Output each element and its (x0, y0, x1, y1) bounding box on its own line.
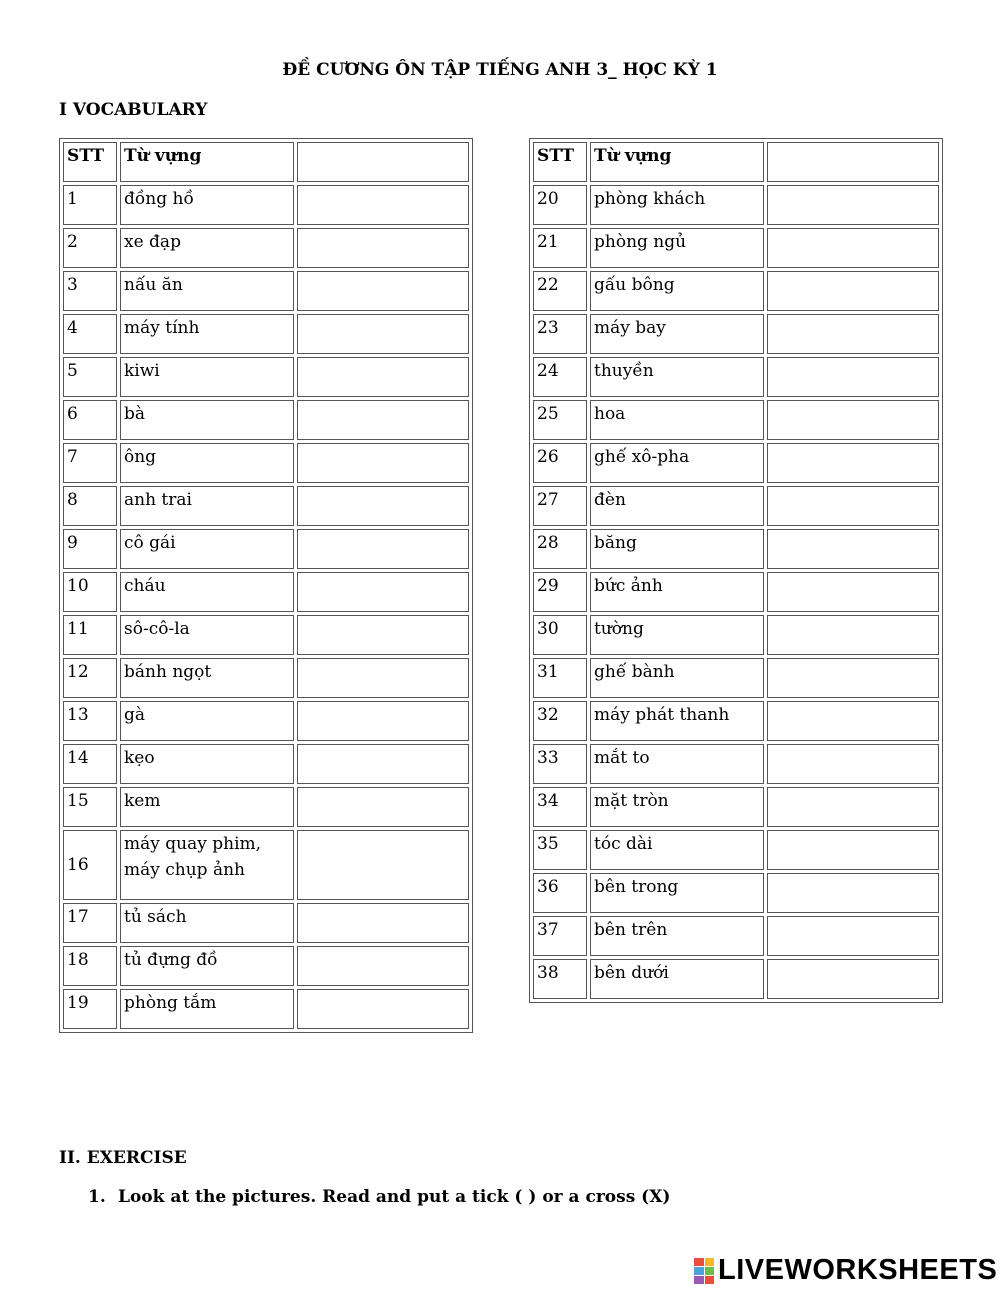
row-number: 6 (63, 400, 117, 440)
row-vocabulary-word: tủ đựng đồ (120, 946, 294, 986)
row-answer-cell[interactable] (767, 787, 939, 827)
row-number: 32 (533, 701, 587, 741)
row-vocabulary-word: đồng hồ (120, 185, 294, 225)
row-answer-cell[interactable] (297, 271, 469, 311)
table-row (533, 400, 939, 440)
row-number: 27 (533, 486, 587, 526)
section-exercise-heading: II. EXERCISE (59, 1148, 187, 1168)
header-vocabulary: Từ vựng (590, 142, 764, 182)
table-row (533, 615, 939, 655)
row-answer-cell[interactable] (297, 615, 469, 655)
row-answer-cell[interactable] (297, 946, 469, 986)
row-number: 25 (533, 400, 587, 440)
liveworksheets-logo[interactable] (694, 1254, 997, 1287)
row-vocabulary-word: bà (120, 400, 294, 440)
table-row (533, 658, 939, 698)
exercise-text: Look at the pictures. Read and put a tick ( ) or a cross (X) (118, 1187, 671, 1207)
table-row (533, 271, 939, 311)
table-row (63, 744, 469, 784)
row-number: 13 (63, 701, 117, 741)
exercise-instruction (88, 1187, 670, 1207)
row-answer-cell[interactable] (767, 701, 939, 741)
row-answer-cell[interactable] (297, 443, 469, 483)
row-vocabulary-word: bánh ngọt (120, 658, 294, 698)
exercise-number: 1. (88, 1187, 106, 1207)
row-vocabulary-word: bên dưới (590, 959, 764, 999)
table-row (63, 572, 469, 612)
row-vocabulary-word: ông (120, 443, 294, 483)
row-vocabulary-word: kem (120, 787, 294, 827)
row-vocabulary-word: tường (590, 615, 764, 655)
row-vocabulary-word: máy tính (120, 314, 294, 354)
logo-icon-block (694, 1276, 704, 1284)
table-row (63, 271, 469, 311)
table-row (533, 744, 939, 784)
row-number: 1 (63, 185, 117, 225)
row-vocabulary-word: anh trai (120, 486, 294, 526)
row-answer-cell[interactable] (767, 271, 939, 311)
row-answer-cell[interactable] (767, 529, 939, 569)
row-vocabulary-word: tóc dài (590, 830, 764, 870)
row-answer-cell[interactable] (297, 228, 469, 268)
row-vocabulary-word: máy bay (590, 314, 764, 354)
row-number: 10 (63, 572, 117, 612)
row-answer-cell[interactable] (767, 486, 939, 526)
table-row (533, 357, 939, 397)
table-row (63, 529, 469, 569)
row-vocabulary-word: xe đạp (120, 228, 294, 268)
table-row (63, 228, 469, 268)
row-vocabulary-word: kẹo (120, 744, 294, 784)
table-row (63, 903, 469, 943)
row-vocabulary-word: thuyền (590, 357, 764, 397)
logo-icon-block (705, 1267, 715, 1275)
row-answer-cell[interactable] (297, 185, 469, 225)
row-answer-cell[interactable] (297, 989, 469, 1029)
row-vocabulary-word: gà (120, 701, 294, 741)
table-row (63, 185, 469, 225)
table-row (533, 314, 939, 354)
row-answer-cell[interactable] (297, 572, 469, 612)
row-number: 36 (533, 873, 587, 913)
row-number: 21 (533, 228, 587, 268)
row-vocabulary-word: sô-cô-la (120, 615, 294, 655)
row-vocabulary-word: mắt to (590, 744, 764, 784)
row-vocabulary-word: bức ảnh (590, 572, 764, 612)
row-number: 38 (533, 959, 587, 999)
row-answer-cell[interactable] (297, 744, 469, 784)
row-answer-cell[interactable] (297, 903, 469, 943)
row-answer-cell[interactable] (767, 572, 939, 612)
table-row (533, 830, 939, 870)
row-vocabulary-word: đèn (590, 486, 764, 526)
row-answer-cell[interactable] (767, 873, 939, 913)
table-row (533, 185, 939, 225)
logo-icon-block (694, 1258, 704, 1266)
header-answer (767, 142, 939, 182)
header-stt: STT (63, 142, 117, 182)
row-vocabulary-word: ghế bành (590, 658, 764, 698)
row-number: 26 (533, 443, 587, 483)
vocabulary-table-right (529, 138, 943, 1003)
row-number: 18 (63, 946, 117, 986)
row-vocabulary-word: phòng tắm (120, 989, 294, 1029)
row-answer-cell[interactable] (297, 701, 469, 741)
table-row (63, 658, 469, 698)
row-answer-cell[interactable] (767, 658, 939, 698)
vocabulary-table-left (59, 138, 473, 1033)
row-vocabulary-word: ghế xô-pha (590, 443, 764, 483)
row-answer-cell[interactable] (767, 916, 939, 956)
row-answer-cell[interactable] (297, 787, 469, 827)
table-row (63, 443, 469, 483)
row-vocabulary-word: cháu (120, 572, 294, 612)
row-number: 4 (63, 314, 117, 354)
row-number: 8 (63, 486, 117, 526)
row-number: 7 (63, 443, 117, 483)
row-number: 24 (533, 357, 587, 397)
table-row (63, 615, 469, 655)
table-row (63, 946, 469, 986)
row-vocabulary-word: gấu bông (590, 271, 764, 311)
row-vocabulary-word: bên trong (590, 873, 764, 913)
row-number: 37 (533, 916, 587, 956)
row-number: 34 (533, 787, 587, 827)
row-number: 12 (63, 658, 117, 698)
row-answer-cell[interactable] (767, 185, 939, 225)
row-answer-cell[interactable] (297, 529, 469, 569)
header-answer (297, 142, 469, 182)
row-number: 29 (533, 572, 587, 612)
table-row (533, 787, 939, 827)
row-answer-cell[interactable] (297, 486, 469, 526)
table-row (533, 228, 939, 268)
row-vocabulary-word: kiwi (120, 357, 294, 397)
table-row (63, 400, 469, 440)
row-number: 30 (533, 615, 587, 655)
table-row (63, 787, 469, 827)
row-number: 20 (533, 185, 587, 225)
row-number: 35 (533, 830, 587, 870)
row-answer-cell[interactable] (767, 228, 939, 268)
table-row (533, 959, 939, 999)
table-row (63, 989, 469, 1029)
table-row (63, 314, 469, 354)
row-vocabulary-word: bên trên (590, 916, 764, 956)
row-number: 11 (63, 615, 117, 655)
row-answer-cell[interactable] (297, 314, 469, 354)
table-row (533, 873, 939, 913)
row-number: 14 (63, 744, 117, 784)
table-row (533, 701, 939, 741)
table-row (533, 572, 939, 612)
row-number: 19 (63, 989, 117, 1029)
row-number: 17 (63, 903, 117, 943)
header-stt: STT (533, 142, 587, 182)
logo-icon-block (705, 1258, 715, 1266)
row-number: 3 (63, 271, 117, 311)
row-answer-cell[interactable] (767, 744, 939, 784)
table-row (63, 486, 469, 526)
row-answer-cell[interactable] (767, 357, 939, 397)
row-number: 22 (533, 271, 587, 311)
row-number: 16 (63, 830, 117, 900)
table-row (533, 916, 939, 956)
row-answer-cell[interactable] (767, 443, 939, 483)
row-number: 9 (63, 529, 117, 569)
table-row (533, 443, 939, 483)
row-number: 28 (533, 529, 587, 569)
row-answer-cell[interactable] (297, 830, 469, 900)
page-title: ĐỀ CƯƠNG ÔN TẬP TIẾNG ANH 3_ HỌC KỲ 1 (282, 60, 718, 80)
section-vocabulary-heading: I VOCABULARY (59, 100, 208, 120)
header-vocabulary: Từ vựng (120, 142, 294, 182)
row-vocabulary-word: hoa (590, 400, 764, 440)
liveworksheets-logo-text: LIVEWORKSHEETS (718, 1254, 998, 1286)
row-number: 5 (63, 357, 117, 397)
liveworksheets-logo-icon (694, 1258, 714, 1284)
row-answer-cell[interactable] (767, 830, 939, 870)
row-vocabulary-word: phòng ngủ (590, 228, 764, 268)
logo-icon-block (705, 1276, 715, 1284)
row-number: 15 (63, 787, 117, 827)
row-answer-cell[interactable] (297, 658, 469, 698)
row-answer-cell[interactable] (297, 400, 469, 440)
table-row (63, 701, 469, 741)
row-answer-cell[interactable] (767, 959, 939, 999)
row-answer-cell[interactable] (767, 314, 939, 354)
table-header-row (533, 142, 939, 182)
row-vocabulary-word: máy phát thanh (590, 701, 764, 741)
row-vocabulary-word: mặt tròn (590, 787, 764, 827)
row-answer-cell[interactable] (767, 400, 939, 440)
row-number: 33 (533, 744, 587, 784)
row-vocabulary-word: băng (590, 529, 764, 569)
row-number: 23 (533, 314, 587, 354)
row-answer-cell[interactable] (767, 615, 939, 655)
row-vocabulary-word: phòng khách (590, 185, 764, 225)
table-row (63, 830, 469, 900)
row-answer-cell[interactable] (297, 357, 469, 397)
row-vocabulary-word: nấu ăn (120, 271, 294, 311)
table-header-row (63, 142, 469, 182)
row-vocabulary-word: tủ sách (120, 903, 294, 943)
row-vocabulary-word: cô gái (120, 529, 294, 569)
table-row (533, 529, 939, 569)
row-number: 31 (533, 658, 587, 698)
row-vocabulary-word: máy quay phim, máy chụp ảnh (120, 830, 294, 900)
logo-icon-block (694, 1267, 704, 1275)
table-row (63, 357, 469, 397)
table-row (533, 486, 939, 526)
row-number: 2 (63, 228, 117, 268)
